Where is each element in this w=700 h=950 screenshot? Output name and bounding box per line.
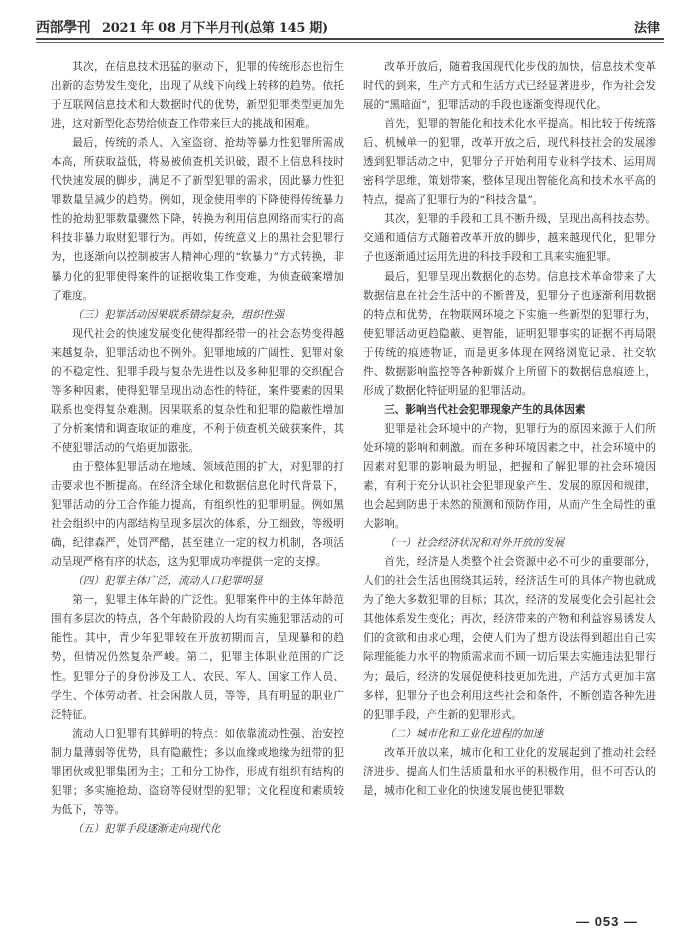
paragraph: 改革开放以来，城市化和工业化的发展起到了推动社会经济进步、提高人们生活质量和水平的积极作用，但不可否认的是，城市化和工业化的快速发展也使犯罪数 [363,746,656,797]
paragraph: 由于整体犯罪活动在地域、领域范围的扩大，对犯罪的打击要求也不断提高。在经济全球化和数据信息化时代背景下，犯罪活动的分工合作能力提高，有组织性的犯罪明显。例如黑社会组织中的内部结构呈现多层次的体系，分工细致，等级明确，纪律森严，处罚严酷，甚至建立一定的权力机制，各项活动呈现严格有序的状态，这为犯罪成功率提供一定的支撑。 [51,460,344,569]
issue-info: 2021 年 08 月下半月刊(总第 145 期) [102,21,328,36]
page-header [36,13,664,41]
page-number: — 053 — [576,914,638,929]
paragraph: 流动人口犯罪有其鲜明的特点：如依靠流动性强、治安控制力量薄弱等优势，具有隐蔽性；多以血缘或地缘为纽带的犯罪团伙或犯罪集团为主；工和分工协作，形成有组织有结构的犯罪；多实施抢劫、盗窃等侵财型的犯罪；文化程度和素质较为低下，等等。 [51,727,344,816]
subheading: （二）城市化和工业化进程的加速 [384,727,544,740]
right-column [363,58,656,801]
paragraph: 第一，犯罪主体年龄的广泛性。犯罪案件中的主体年龄范围有多层次的特点，各个年龄阶段的人均有实施犯罪活动的可能性。其中，青少年犯罪较在开放初期而言，呈现暴和的趋势，但情况仍然复杂严峻。第二，犯罪主体职业范围的广泛性。犯罪分子的身份涉及工人、农民、军人、国家工作人员、学生、个体劳动者、社会闲散人员，等等，具有明显的职业广泛特征。 [51,594,344,721]
paragraph: 现代社会的快速发展变化使得都经带一的社会态势变得越来越复杂，犯罪活动也不例外。犯罪地域的广阔性、犯罪对象的不稳定性、犯罪手段与复杂先进性以及多种犯罪的交织配合等多种因素，使得犯罪呈现出动态性的特征，案件要素的因果联系也变得复杂难测。因果联系的复杂性和犯罪的隐蔽性增加了分析案情和调查取证的难度，不利于侦查机关破获案件，其不使犯罪活动的气焰更加嚣张。 [51,327,344,454]
section-heading: 三、影响当代社会犯罪现象产生的具体因素 [384,403,586,416]
left-column [51,58,344,839]
paragraph: 最后，传统的杀人、入室盗窃、抢劫等暴力性犯罪所需成本高，所获取益低，将易被侦查机关识破，跟不上信息科技时代快速发展的脚步，满足不了新型犯罪的需求，因此暴力性犯罪数量呈减少的趋势。例如，现金使用率的下降使得传统暴力性的抢劫犯罪数量骤然下降，转换为利用信息网络而实行的高科技非暴力取财犯罪行为。再如，传统意义上的黑社会犯罪行为，也逐渐向以控制被害人精神心理的“软暴力”方式转换，非暴力化的犯罪使得案件的证据收集工作变难，为侦查破案增加了难度。 [51,137,344,302]
header-rule-thin [36,42,664,43]
section-label: 法律 [633,21,660,36]
subheading: （四）犯罪主体广泛，流动人口犯罪明显 [72,575,263,588]
paragraph: 改革开放后，随着我国现代化步伐的加快，信息技术变革时代的到来，生产方式和生活方式已经显著进步，作为社会发展的“黑暗面”，犯罪活动的手段也逐渐变得现代化。 [363,61,656,112]
paragraph: 犯罪是社会环境中的产物，犯罪行为的原因来源于人们所处环境的影响和刺激。而在多种环境因素之中，社会环境中的因素对犯罪的影响最为明显，把握和了解犯罪的社会环境因素，有利于充分认识社会犯罪现象产生、发展的原因和规律，也会起到防患于未然的预测和预防作用，从而产生全局性的重大影响。 [363,422,656,531]
paragraph: 最后，犯罪呈现出数据化的态势。信息技术革命带来了大数据信息在社会生活中的不断普及，犯罪分子也逐渐利用数据的特点和优势，在物联网环境之下实施一些新型的犯罪行为，使犯罪活动更趋隐蔽、更智能，证明犯罪事实的证据不再局限于传统的痕迹物证，而是更多体现在网络浏览记录、社交软件、数据影响监控等各种新媒介上所留下的数据信息痕迹上，形成了数据化特征明显的犯罪活动。 [363,270,656,397]
journal-logo: 西部學刊 [36,20,90,36]
header-rule-thick [36,38,664,40]
subheading: （五）犯罪手段逐渐走向现代化 [72,822,221,835]
paragraph: 首先，犯罪的智能化和技术化水平提高。相比较于传统落后、机械单一的犯罪，改革开放之后，现代科技社会的发展渗透到犯罪活动之中，犯罪分子开始利用专业科学技术、运用周密科学思维，策划带案，整体呈现出智能化高和技术水平高的特点，提高了犯罪行为的“科技含量”。 [363,118,656,207]
subheading: （一）社会经济状况和对外开放的发展 [384,537,565,550]
paragraph: 其次，犯罪的手段和工具不断升级，呈现出高科技态势。交通和通信方式随着改革开放的脚步，越来越现代化，犯罪分子也逐渐通过运用先进的科技手段和工具来实施犯罪。 [363,213,656,264]
subheading: （三）犯罪活动因果联系错综复杂，组织性强 [72,308,285,321]
paragraph: 其次，在信息技术迅猛的驱动下，犯罪的传统形态也衍生出新的态势发生变化，出现了从线下向线上转移的趋势。依托于互联网信息技术和大数据时代的优势，新型犯罪类型更加先进，这对新型化态势给侦查工作带来巨大的挑战和困难。 [51,61,344,131]
paragraph: 首先，经济是人类整个社会资源中必不可少的重要部分，人们的社会生活也围绕其运转，经济活生可的具体产物也就成为了绝大多数犯罪的目标；其次，经济的发展变化会引起社会其他体系发生变化；再次，经济带来的产物和利益容易诱发人们的贪欲和由求心理，会使人们为了想方设法得到超出自己实际理能能力水平的物质需求而不顾一切后果去实施违法犯罪行为；最后，经济的发展促使科技更加先进，产活方式更加丰富多样，犯罪分子也会利用这些社会和条件，不断创造各种先进的犯罪手段，产生新的犯罪形式。 [363,556,656,721]
